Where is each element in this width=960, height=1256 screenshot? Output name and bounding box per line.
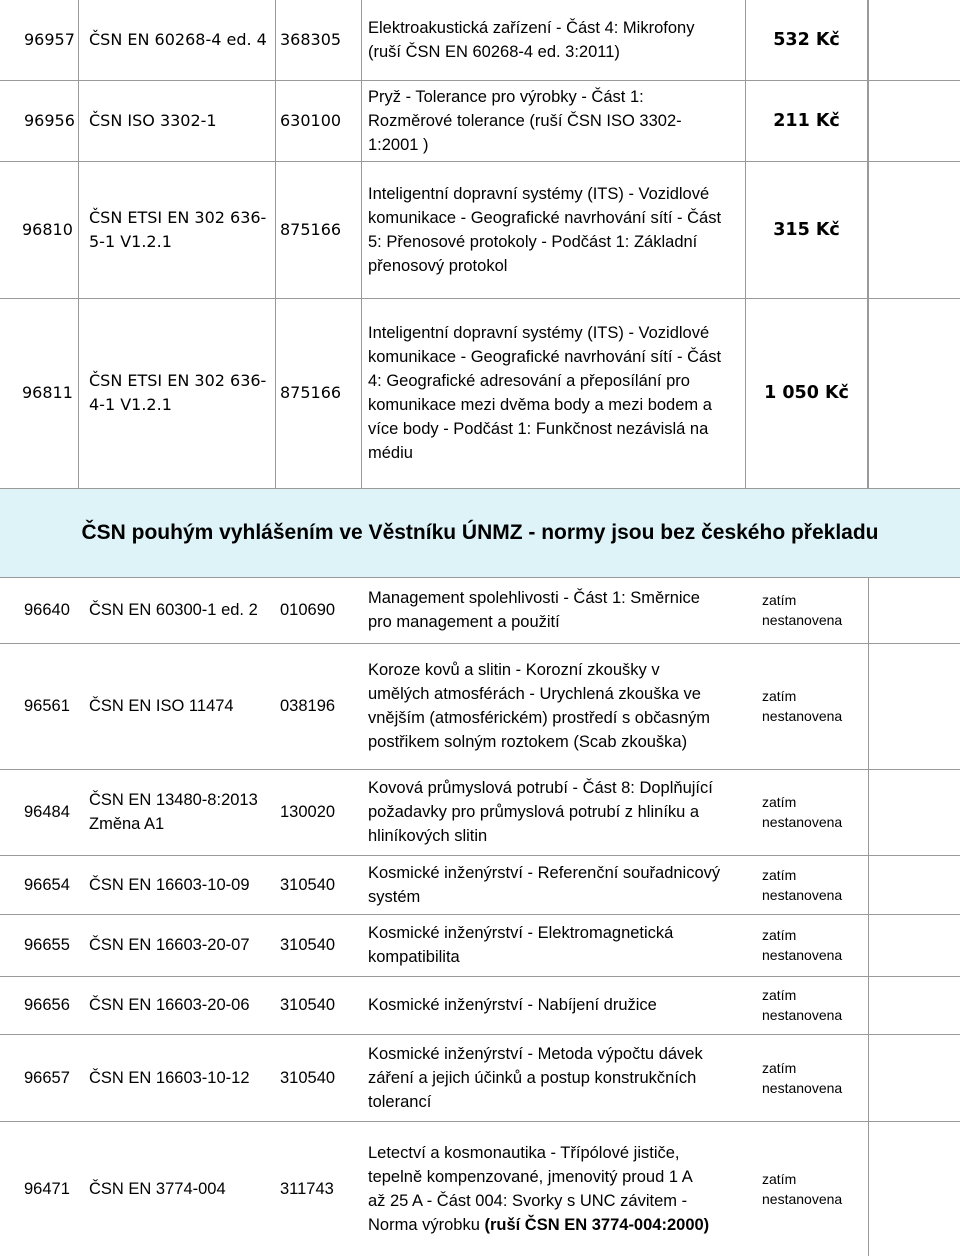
- title-line: Elektroakustická zařízení - Část 4: Mikrofony: [368, 19, 695, 37]
- status-line: zatím: [762, 1170, 797, 1187]
- standard-title: [362, 1121, 746, 1256]
- standard-title: [362, 1034, 746, 1121]
- title-line: pro management a použití: [368, 613, 560, 631]
- status-line: zatím: [762, 592, 797, 608]
- title-line: [368, 1213, 709, 1237]
- standard-title: Kosmické inženýrství - Nabíjení družice: [368, 996, 657, 1014]
- status-line: zatím: [762, 1059, 797, 1076]
- title-line: postřikem solným roztokem (Scab zkouška): [368, 733, 688, 751]
- status-line: nestanovena: [762, 1190, 843, 1207]
- title-line: Management spolehlivosti - Část 1: Směrnice: [368, 589, 700, 607]
- title-line: Kosmické inženýrství - Referenční souřadnicový: [368, 863, 721, 882]
- standard-title: [362, 855, 746, 914]
- table-row: [0, 1034, 960, 1122]
- table-row: [0, 577, 960, 644]
- record-id: 96956: [0, 80, 79, 161]
- status-line: nestanovena: [762, 947, 843, 963]
- title-line: komunikace - Geografické navrhování sítí - Část: [368, 208, 722, 227]
- standard-code: ČSN EN 16603-20-06: [89, 996, 250, 1014]
- banner-text: ČSN pouhým vyhlášením ve Věstníku ÚNMZ - normy jsou bez českého překladu: [81, 521, 879, 544]
- table-row: [0, 1121, 960, 1256]
- record-id: 96654: [24, 875, 70, 894]
- record-id: 96656: [24, 996, 70, 1014]
- status-line: zatím: [762, 987, 797, 1003]
- table-row: [0, 161, 960, 299]
- standard-code: ČSN EN 16603-10-12: [89, 1068, 250, 1087]
- price: 211 Kč: [746, 80, 868, 161]
- price-status: [746, 1034, 868, 1121]
- code-line: 5-1 V1.2.1: [89, 231, 172, 251]
- table-row: [0, 855, 960, 915]
- title-line: až 25 A - Část 004: Svorky s UNC závitem -: [368, 1191, 688, 1210]
- standard-title: [362, 914, 746, 976]
- price-status: [746, 769, 868, 855]
- class-code: 875166: [276, 298, 362, 488]
- price: 532 Kč: [746, 0, 868, 80]
- price-status: [746, 914, 868, 976]
- code-line: ČSN EN 13480-8:2013: [89, 791, 258, 809]
- empty-cell: [868, 298, 960, 488]
- class-code: 310540: [280, 936, 336, 954]
- class-code: 310540: [280, 1068, 336, 1087]
- record-id: 96471: [24, 1179, 70, 1198]
- class-code: 038196: [280, 697, 336, 715]
- title-line: Kovová průmyslová potrubí - Část 8: Doplňující: [368, 779, 713, 797]
- code-line: ČSN ETSI EN 302 636-: [89, 207, 267, 227]
- table-row: [0, 0, 960, 81]
- price-status: [746, 643, 868, 769]
- table-row: [0, 643, 960, 770]
- title-line: Kosmické inženýrství - Metoda výpočtu dávek: [368, 1044, 703, 1063]
- standard-code: ČSN EN 16603-10-09: [89, 875, 250, 894]
- status-line: zatím: [762, 688, 797, 704]
- record-id: 96957: [0, 0, 79, 80]
- standard-title: [362, 298, 746, 488]
- title-line: požadavky pro průmyslová potrubí z hliníku a: [368, 803, 700, 821]
- title-line: systém: [368, 887, 421, 906]
- standard-title: [362, 769, 746, 855]
- standard-code: ČSN EN 3774-004: [89, 1179, 226, 1198]
- table-row: [0, 976, 960, 1035]
- price-status: [746, 577, 868, 643]
- empty-cell: [868, 161, 960, 298]
- title-line: hliníkových slitin: [368, 827, 488, 845]
- table-row: [0, 769, 960, 856]
- title-line: kompatibilita: [368, 948, 460, 966]
- empty-cell: [868, 0, 960, 80]
- title-text: Norma výrobku: [368, 1215, 480, 1234]
- title-line: tepelně kompenzované, jmenovitý proud 1 A: [368, 1167, 693, 1186]
- title-line: 4: Geografické adresování a přeposílání pro: [368, 372, 690, 390]
- price-status: [746, 1121, 868, 1256]
- title-line: záření a jejich účinků a postup konstrukčních: [368, 1068, 697, 1087]
- title-line: umělých atmosférách - Urychlená zkouška ve: [368, 685, 701, 703]
- record-id: 96810: [0, 161, 79, 298]
- status-line: zatím: [762, 866, 797, 883]
- empty-cell: [868, 80, 960, 161]
- class-code: 311743: [280, 1179, 334, 1198]
- status-line: nestanovena: [762, 708, 843, 724]
- title-line: Koroze kovů a slitin - Korozní zkoušky v: [368, 661, 660, 679]
- code-line: Změna A1: [89, 815, 165, 833]
- title-line: komunikace mezi dvěma body a mezi bodem a: [368, 396, 712, 414]
- standard-code: [79, 769, 276, 855]
- replaces-note: (ruší ČSN EN 3774-004:2000): [484, 1215, 710, 1234]
- price: 1 050 Kč: [746, 298, 868, 488]
- record-id: 96640: [24, 601, 70, 619]
- standard-title: [362, 161, 746, 298]
- standard-code: ČSN EN 16603-20-07: [89, 936, 250, 954]
- code-line: ČSN ETSI EN 302 636-: [89, 371, 267, 390]
- price-status: [746, 976, 868, 1034]
- title-line: Kosmické inženýrství - Elektromagnetická: [368, 924, 674, 942]
- price-status: [746, 855, 868, 914]
- table-row: [0, 914, 960, 977]
- code-line: 4-1 V1.2.1: [89, 395, 172, 414]
- class-code: 875166: [276, 161, 362, 298]
- status-line: nestanovena: [762, 886, 843, 903]
- title-line: Inteligentní dopravní systémy (ITS) - Vozidlové: [368, 324, 710, 342]
- title-line: médiu: [368, 444, 413, 462]
- class-code: 310540: [280, 875, 336, 894]
- standard-code: ČSN EN 60268-4 ed. 4: [79, 0, 276, 80]
- record-id: 96811: [0, 298, 79, 488]
- title-line: Pryž - Tolerance pro výrobky - Část 1:: [368, 87, 644, 106]
- standard-code: ČSN EN ISO 11474: [89, 697, 234, 715]
- title-line: více body - Podčást 1: Funkčnost nezávislá na: [368, 420, 709, 438]
- class-code: 630100: [276, 80, 362, 161]
- record-id: 96655: [24, 936, 70, 954]
- record-id: 96561: [24, 697, 70, 715]
- status-line: nestanovena: [762, 612, 843, 628]
- standard-code: [79, 298, 276, 488]
- record-id: 96657: [24, 1068, 70, 1087]
- record-id: 96484: [24, 803, 70, 821]
- table-row: [0, 298, 960, 488]
- title-line: tolerancí: [368, 1092, 432, 1111]
- title-line: přenosový protokol: [368, 256, 508, 275]
- title-line: vnějším (atmosférickém) prostředí s občasným: [368, 709, 711, 727]
- standard-title: [362, 577, 746, 643]
- price: 315 Kč: [746, 161, 868, 298]
- section-banner: [0, 488, 960, 578]
- standard-title: [362, 80, 746, 161]
- title-line: Inteligentní dopravní systémy (ITS) - Vozidlové: [368, 184, 710, 203]
- status-line: zatím: [762, 927, 797, 943]
- table-row: [0, 80, 960, 162]
- title-line: 1:2001 ): [368, 135, 429, 154]
- title-line: (ruší ČSN EN 60268-4 ed. 3:2011): [368, 43, 620, 61]
- standard-title: [362, 643, 746, 769]
- class-code: 010690: [280, 601, 336, 619]
- status-line: nestanovena: [762, 1079, 843, 1096]
- title-line: 5: Přenosové protokoly - Podčást 1: Základní: [368, 232, 698, 251]
- title-line: Letectví a kosmonautika - Třípólové jističe,: [368, 1143, 680, 1162]
- class-code: 130020: [280, 803, 336, 821]
- standard-code: ČSN EN 60300-1 ed. 2: [89, 601, 258, 619]
- standard-code: [79, 161, 276, 298]
- class-code: 368305: [276, 0, 362, 80]
- status-line: zatím: [762, 794, 797, 810]
- status-line: nestanovena: [762, 814, 843, 830]
- class-code: 310540: [280, 996, 336, 1014]
- standard-title: [362, 0, 746, 80]
- standard-code: ČSN ISO 3302-1: [79, 80, 276, 161]
- title-line: Rozměrové tolerance (ruší ČSN ISO 3302-: [368, 111, 682, 130]
- title-line: komunikace - Geografické navrhování sítí - Část: [368, 348, 722, 366]
- status-line: nestanovena: [762, 1007, 843, 1023]
